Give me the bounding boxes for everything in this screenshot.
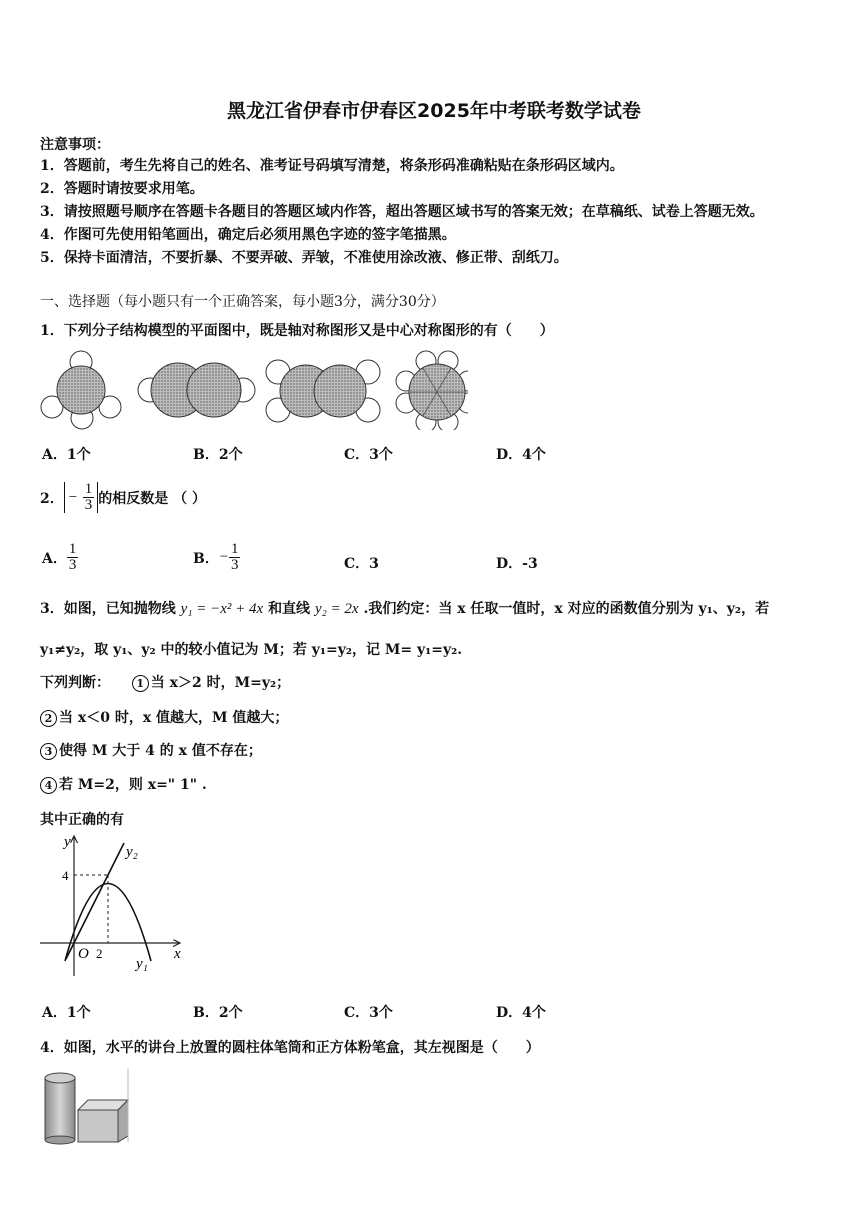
q3-function-graph — [38, 828, 188, 978]
q3-text-a: 3．如图，已知抛物线 — [40, 601, 176, 617]
notes-heading: 注意事项： — [40, 137, 110, 153]
q3-judgment-2-number: 2 — [40, 710, 57, 727]
q2-frac-den: 3 — [84, 497, 93, 513]
q3-text-b: 和直线 — [268, 601, 311, 617]
q2-number: 2． — [40, 490, 64, 507]
q4-cylinder-cube-figure — [40, 1068, 135, 1148]
q1-option-c: C．3个 — [344, 447, 393, 463]
q3-option-a: A．1个 — [42, 1005, 91, 1021]
q2-option-c: C．3 — [344, 556, 379, 572]
q3-option-c: C．3个 — [344, 1005, 393, 1021]
q2-abs-expression — [64, 482, 99, 513]
q3-judgment-3-row — [40, 740, 262, 760]
q2-option-a-num: 1 — [68, 541, 77, 557]
molecule-figure-2 — [138, 363, 255, 417]
graph-x-tick: 2 — [96, 946, 103, 961]
q3-judgment-2: 当 x＜0 时，x 值越大，M 值越大； — [59, 710, 289, 726]
q4-stem: 4．如图，水平的讲台上放置的圆柱体笔筒和正方体粉笔盒，其左视图是（ ） — [40, 1040, 540, 1056]
q2-option-d: D．-3 — [496, 556, 538, 572]
q2-option-a-den: 3 — [68, 557, 77, 573]
q3-parabola-formula: y₁ = −x² + 4x — [180, 601, 264, 617]
q3-judgment-3-number: 3 — [40, 743, 57, 760]
q2-option-b-num: 1 — [230, 541, 239, 557]
q2-option-a-label: A． — [42, 550, 67, 567]
q2-option-b-minus: − — [218, 549, 229, 565]
q3-judgment-1: 当 x＞2 时，M=y₂； — [150, 675, 291, 691]
graph-y-tick: 4 — [62, 868, 69, 883]
note-item-1: 1．答题前，考生先将自己的姓名、准考证号码填写清楚，将条形码准确粘贴在条形码区域内。 — [40, 158, 624, 174]
q2-option-b — [193, 542, 240, 573]
q3-judge-label: 下列判断： — [40, 675, 110, 691]
note-item-2: 2．答题时请按要求用笔。 — [40, 181, 204, 197]
q3-option-d: D．4个 — [496, 1005, 546, 1021]
q1-option-a: A．1个 — [42, 447, 91, 463]
q3-judge-row — [40, 672, 290, 692]
q3-stem-line1 — [40, 598, 769, 618]
cube-shape — [78, 1100, 128, 1142]
q2-suffix: 的相反数是 （ ） — [98, 490, 206, 507]
q2-option-a-fraction — [67, 542, 79, 573]
q3-judgment-4-number: 4 — [40, 777, 57, 794]
q2-option-b-den: 3 — [230, 557, 239, 573]
q1-option-b: B．2个 — [193, 447, 243, 463]
graph-origin-label: O — [78, 946, 89, 962]
q2-option-b-fraction — [229, 542, 241, 573]
q3-correct-label: 其中正确的有 — [40, 812, 124, 828]
q2-stem — [40, 482, 206, 513]
q1-option-d: D．4个 — [496, 447, 546, 463]
graph-y2-label: y₂ — [126, 844, 138, 860]
q3-judgment-1-number: 1 — [132, 675, 149, 692]
molecule-figure-4 — [396, 351, 468, 430]
cylinder-shape — [45, 1073, 75, 1144]
note-item-4: 4．作图可先使用铅笔画出，确定后必须用黑色字迹的签字笔描黑。 — [40, 227, 456, 243]
q3-judgment-3: 使得 M 大于 4 的 x 值不存在； — [59, 743, 262, 759]
graph-y1-label: y₁ — [136, 956, 148, 972]
q3-stem-line2: y₁≠y₂，取 y₁、y₂ 中的较小值记为 M；若 y₁=y₂，记 M= y₁=y₂. — [40, 642, 463, 658]
q1-stem: 1．下列分子结构模型的平面图中，既是轴对称图形又是中心对称图形的有（ ） — [40, 323, 554, 339]
section-heading: 一、选择题（每小题只有一个正确答案，每小题3分，满分30分） — [40, 294, 445, 310]
q2-fraction — [83, 482, 95, 513]
q3-judgment-2-row — [40, 707, 288, 727]
q3-text-c: .我们约定：当 x 任取一值时，x 对应的函数值分别为 y₁、y₂，若 — [363, 601, 770, 617]
graph-y-label: y — [64, 834, 71, 850]
line-y2 — [66, 843, 124, 959]
q3-judgment-4: 若 M=2，则 x=" 1" . — [59, 777, 207, 793]
q2-minus: − — [67, 489, 78, 506]
graph-x-label: x — [174, 946, 181, 962]
q2-option-b-label: B． — [193, 550, 219, 567]
q1-molecule-figures — [38, 350, 468, 430]
q3-judgment-4-row — [40, 774, 207, 794]
page-title: 黑龙江省伊春市伊春区2025年中考联考数学试卷 — [227, 100, 641, 122]
q2-option-a — [42, 542, 78, 573]
q3-option-b: B．2个 — [193, 1005, 243, 1021]
q3-line-formula: y₂ = 2x — [314, 601, 359, 617]
note-item-3: 3．请按照题号顺序在答题卡各题目的答题区域内作答，超出答题区域书写的答案无效；在草稿纸、试卷上答题无效。 — [40, 204, 764, 220]
molecule-figure-1 — [41, 351, 121, 429]
note-item-5: 5．保持卡面清洁，不要折暴、不要弄破、弄皱，不准使用涂改液、修正带、刮纸刀。 — [40, 250, 568, 266]
molecule-figure-3 — [266, 360, 380, 422]
q2-frac-num: 1 — [84, 481, 93, 497]
